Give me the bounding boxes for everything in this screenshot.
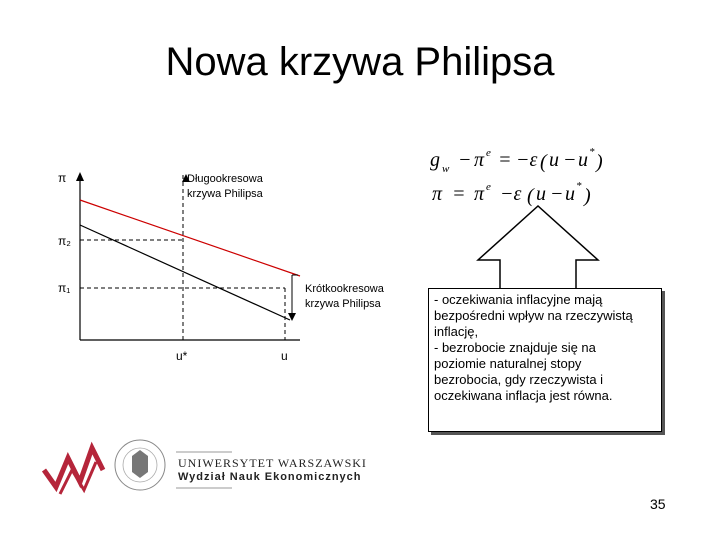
pi2-label: π₂ bbox=[58, 234, 71, 248]
note-line: - bezrobocie znajduje się na bbox=[434, 340, 596, 355]
university-seal bbox=[115, 440, 165, 490]
u-star-label: u* bbox=[176, 349, 188, 363]
eq1-lhs: g bbox=[430, 149, 440, 171]
eq2-star: * bbox=[576, 180, 582, 192]
eagle-icon bbox=[132, 450, 148, 478]
eq2-u: u bbox=[536, 183, 546, 205]
up-block-arrow bbox=[478, 206, 598, 289]
note-line: inflację, bbox=[434, 324, 479, 339]
eq1-neg-eps: −ε bbox=[516, 149, 538, 171]
university-name: UNIWERSYTET WARSZAWSKI bbox=[178, 456, 367, 470]
pi1-label: π₁ bbox=[58, 281, 71, 295]
eq1-minus: − bbox=[458, 149, 472, 171]
eq2-open: ( bbox=[527, 185, 534, 207]
short-run-label-2: krzywa Philipsa bbox=[305, 298, 381, 310]
eq2-minus2: − bbox=[550, 183, 564, 205]
eq2-lhs: π bbox=[432, 183, 443, 205]
note-line: bezrobocia, gdy rzeczywista i bbox=[434, 372, 604, 387]
note-line: poziomie naturalnej stopy bbox=[434, 356, 582, 371]
u-label: u bbox=[281, 349, 288, 363]
faculty-name: Wydział Nauk Ekonomicznych bbox=[178, 471, 362, 483]
eq1-lhs-sub: w bbox=[442, 163, 450, 175]
eq1-minus2: − bbox=[563, 149, 577, 171]
note-line: oczekiwana inflacja jest równa. bbox=[434, 388, 613, 403]
long-run-curve bbox=[80, 200, 300, 276]
eq1-u: u bbox=[549, 149, 559, 171]
note-line: - oczekiwania inflacyjne mają bbox=[434, 292, 603, 307]
eq1-u2: u bbox=[578, 149, 588, 171]
short-run-label-1: Krótkookresowa bbox=[305, 283, 384, 295]
eq2-equals: = bbox=[452, 183, 466, 205]
note-line: bezpośredni wpływ na rzeczywistą bbox=[434, 308, 633, 323]
page-number: 35 bbox=[650, 496, 666, 512]
slide-title: Nowa krzywa Philipsa bbox=[165, 40, 555, 84]
wne-logo-mark bbox=[44, 448, 103, 494]
eq2-close: ) bbox=[584, 185, 591, 207]
eq1-equals: = bbox=[498, 149, 512, 171]
long-run-label-2: krzywa Philipsa bbox=[187, 188, 263, 200]
short-run-curve bbox=[80, 225, 290, 320]
eq1-open: ( bbox=[540, 151, 547, 173]
eq2-u2: u bbox=[565, 183, 575, 205]
eq1-close: ) bbox=[596, 151, 603, 173]
eq1-sup-e: e bbox=[486, 147, 491, 159]
explanation-box bbox=[428, 288, 662, 432]
eq1-pi: π bbox=[474, 149, 485, 171]
y-axis-arrow bbox=[76, 172, 84, 181]
equation-wage bbox=[430, 146, 603, 175]
long-run-label-1: Długookresowa bbox=[187, 173, 263, 185]
eq1-star: * bbox=[589, 146, 595, 158]
equation-inflation bbox=[432, 180, 591, 207]
eq2-sup-e: e bbox=[486, 181, 491, 193]
eq2-pi: π bbox=[474, 183, 485, 205]
y-axis-label: π bbox=[58, 171, 67, 185]
eq2-neg-eps: −ε bbox=[500, 183, 522, 205]
